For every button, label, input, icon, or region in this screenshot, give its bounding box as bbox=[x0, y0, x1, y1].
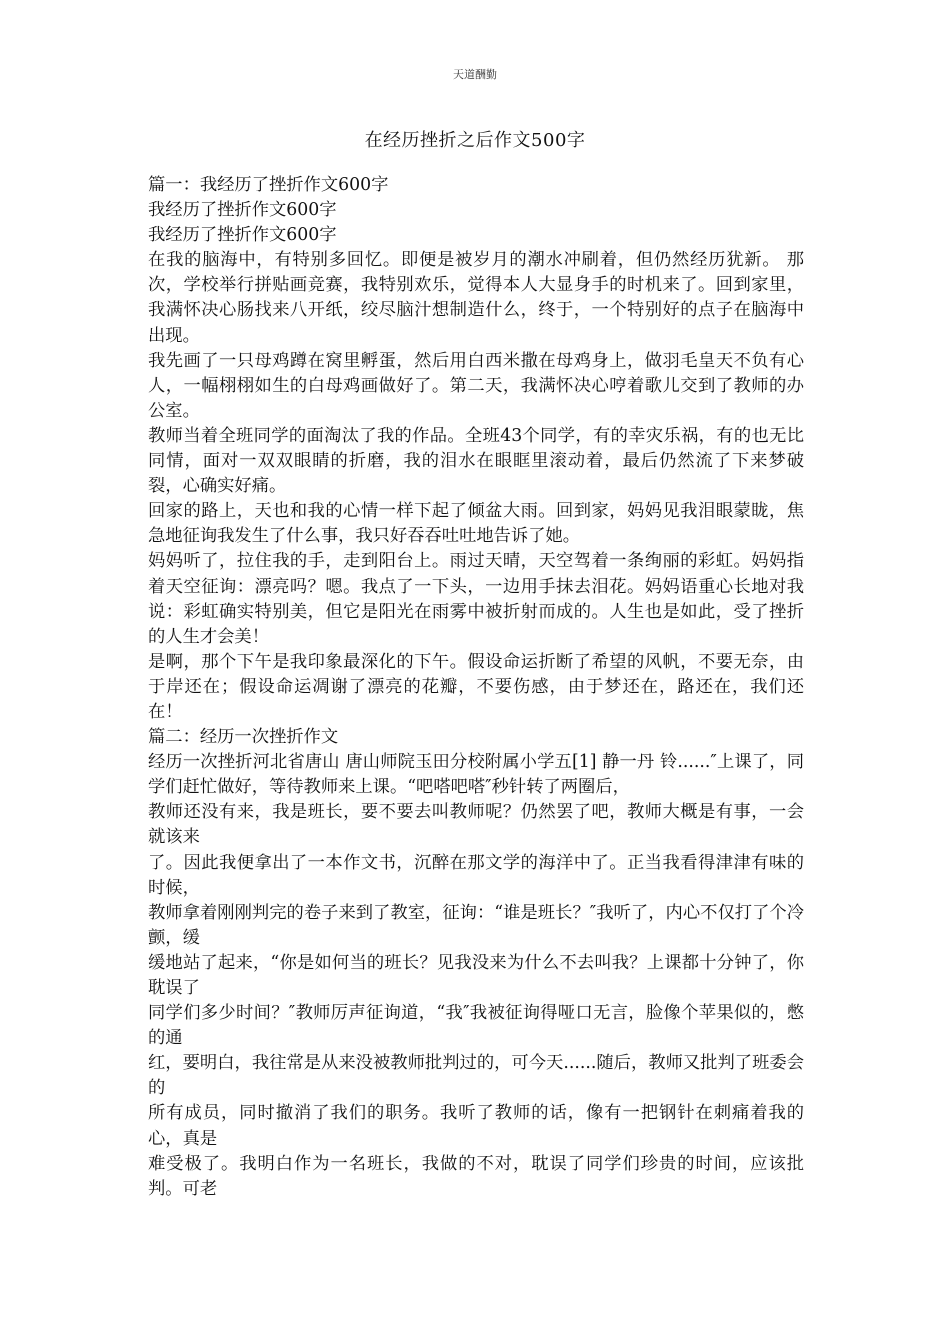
paragraph: 我经历了挫折作文600字 bbox=[148, 225, 337, 246]
paragraph: 难受极了。我明白作为一名班长，我做的不对，耽误了同学们珍贵的时间，应该批判。可老 bbox=[148, 1153, 804, 1199]
paragraph: 了。因此我便拿出了一本作文书，沉醉在那文学的海洋中了。正当我看得津津有味的时候， bbox=[148, 852, 804, 898]
paragraph: 教师拿着刚刚判完的卷子来到了教室，征询：“谁是班长？″我听了，内心不仅打了个冷颤，缓 bbox=[148, 902, 804, 948]
paragraph: 回家的路上，天也和我的心情一样下起了倾盆大雨。回到家，妈妈见我泪眼蒙眬，焦急地征询我发生了什么事，我只好吞吞吐吐地告诉了她。 bbox=[148, 501, 804, 547]
paragraph: 所有成员，同时撤消了我们的职务。我听了教师的话，像有一把钢针在刺痛着我的心，真是 bbox=[148, 1103, 804, 1149]
paragraph: 教师还没有来，我是班长，要不要去叫教师呢？仍然罢了吧，教师大概是有事，一会就该来 bbox=[148, 802, 804, 848]
paragraph: 是啊，那个下午是我印象最深化的下午。假设命运折断了希望的风帆，不要无奈，由于岸还在；假设命运凋谢了漂亮的花瓣，不要伤感，由于梦还在，路还在，我们还在！ bbox=[148, 651, 804, 722]
paragraph: 教师当着全班同学的面淘汰了我的作品。全班43个同学，有的幸灾乐祸，有的也无比同情，面对一双双眼睛的折磨，我的泪水在眼眶里滚动着，最后仍然流了下来梦破裂，心确实好痛。 bbox=[148, 425, 804, 497]
paragraph: 妈妈听了，拉住我的手，走到阳台上。雨过天晴，天空驾着一条绚丽的彩虹。妈妈指着天空征询：漂亮吗？嗯。我点了一下头，一边用手抹去泪花。妈妈语重心长地对我说：彩虹确实特别美，但它是阳光在雨雾中被折射而成的。人生也是如此，受了挫折的人生才会美！ bbox=[148, 551, 804, 647]
document-title: 在经历挫折之后作文500字 bbox=[364, 130, 586, 151]
paragraph: 同学们多少时间？″教师厉声征询道，“我″我被征询得哑口无言，脸像个苹果似的，憋的通 bbox=[148, 1003, 804, 1049]
paragraph: 我经历了挫折作文600字 bbox=[148, 200, 337, 221]
paragraph: 篇二：经历一次挫折作文 bbox=[148, 727, 339, 748]
paragraph: 篇一：我经历了挫折作文600字 bbox=[148, 175, 389, 195]
document-body bbox=[148, 173, 804, 1202]
paragraph: 经历一次挫折河北省唐山 唐山师院玉田分校附属小学五[1] 静一丹 铃......″上课了，同学们赶忙做好，等待教师来上课。“吧嗒吧嗒″秒针转了两圈后， bbox=[148, 752, 804, 798]
paragraph: 在我的脑海中，有特别多回忆。即便是被岁月的潮水冲刷着，但仍然经历犹新。 那次，学校举行拼贴画竞赛，我特别欢乐，觉得本人大显身手的时机来了。回到家里，我满怀决心肠找来八开纸，绞尽脑汁想制造什么，终于，一个特别好的点子在脑海中出现。 bbox=[148, 250, 804, 346]
page-header: 天道酬勤 bbox=[453, 68, 497, 81]
paragraph: 红，要明白，我往常是从来没被教师批判过的，可今天......随后，教师又批判了班委会的 bbox=[148, 1053, 804, 1099]
paragraph: 缓地站了起来，“你是如何当的班长？见我没来为什么不去叫我？上课都十分钟了，你耽误了 bbox=[148, 952, 804, 998]
paragraph: 我先画了一只母鸡蹲在窝里孵蛋，然后用白西米撒在母鸡身上，做羽毛皇天不负有心人，一幅栩栩如生的白母鸡画做好了。第二天，我满怀决心哼着歌儿交到了教师的办公室。 bbox=[148, 350, 804, 421]
